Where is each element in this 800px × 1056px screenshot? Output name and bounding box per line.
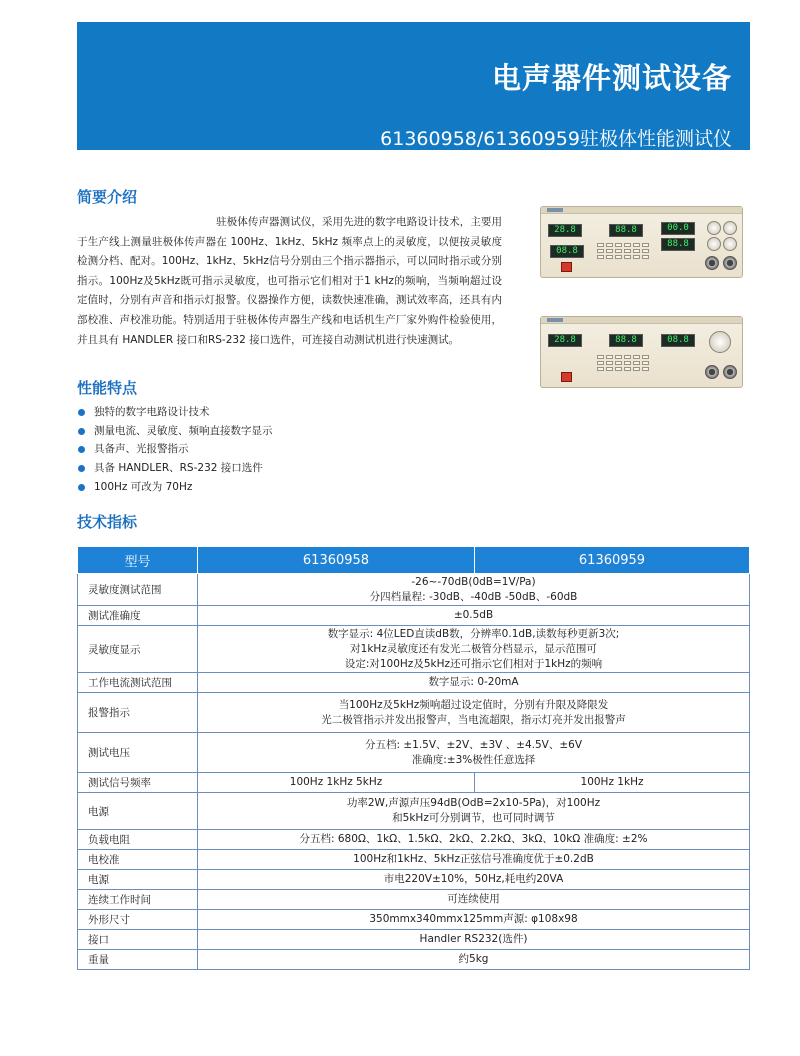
led-display: 88.8 — [661, 238, 695, 251]
feature-list — [77, 403, 273, 496]
bullet-icon — [78, 409, 85, 416]
row-value — [198, 606, 750, 626]
row-value — [198, 574, 750, 606]
row-value: 100Hz 1kHz — [475, 773, 750, 793]
table-row — [78, 870, 750, 890]
row-label: 灵敏度测试范围 — [78, 574, 198, 606]
table-row — [78, 910, 750, 930]
column-header-model: 型号 — [78, 547, 198, 574]
table-row — [78, 574, 750, 606]
value-line: 分四档量程: -30dB、-40dB -50dB、-60dB — [369, 590, 578, 603]
keypad — [597, 355, 649, 371]
jack — [705, 256, 719, 270]
led-display: 08.8 — [550, 245, 584, 258]
value-line: 和5kHz可分别调节，也可同时调节 — [392, 812, 555, 824]
knob — [707, 221, 721, 235]
row-value — [198, 693, 750, 733]
row-value — [198, 626, 750, 673]
row-label: 测试准确度 — [78, 606, 198, 626]
list-item: 100Hz 可改为 70Hz — [77, 478, 273, 497]
value-line: 100Hz和1kHz、5kHz正弦信号准确度优于±0.2dB — [353, 853, 594, 865]
table-row — [78, 950, 750, 970]
led-display: 00.0 — [661, 222, 695, 235]
brand-logo — [547, 208, 563, 212]
row-value — [198, 950, 750, 970]
table-row — [78, 890, 750, 910]
table-row — [78, 850, 750, 870]
led-display: 88.8 — [609, 334, 643, 347]
row-label: 接口 — [78, 930, 198, 950]
value-line: 可连续使用 — [447, 893, 500, 905]
intro-text: 驻极体传声器测试仪，采用先进的数字电路设计技术，主要用于生产线上测量驻极体传声器在 100Hz、1kHz、5kHz 频率点上的灵敏度，以便按灵敏度检测分档、配对。100Hz、1kHz、5kHz信号分别由三个指示器指示，可以同时指示或分别指示。100Hz及5kHz既可指示灵敏度，也可指示它们相对于1 kHz的频响，当频响超过设定值时，分别有声音和指示灯报警。仪器操作方便，读数快速准确，测试效率高，还具有内部校准、声校准功能。特别适用于驻极体传声器生产线和电话机生产厂家外购件检验使用，并且具有 HANDLER 接口和RS-232 接口选件，可连接自动测试机进行快速测试。 — [77, 216, 502, 346]
table-header-row — [78, 547, 750, 574]
value-line: -26~-70dB(0dB=1V/Pa) — [411, 575, 536, 588]
row-value: 100Hz 1kHz 5kHz — [198, 773, 475, 793]
row-label: 电源 — [78, 793, 198, 830]
table-row — [78, 606, 750, 626]
value-line: 350mmx340mmx125mm声源: φ108x98 — [369, 913, 578, 925]
value-line: 设定:对100Hz及5kHz还可指示它们相对于1kHz的频响 — [344, 657, 603, 670]
device-photo-61360958 — [540, 206, 743, 278]
value-line: 光二极管指示并发出报警声，当电流超限，指示灯亮并发出报警声 — [321, 713, 626, 726]
page-title: 电声器件测试设备 — [491, 61, 732, 95]
table-row — [78, 773, 750, 793]
intro-heading: 简要介绍 — [77, 188, 138, 206]
list-item: 独特的数字电路设计技术 — [77, 403, 273, 422]
row-value — [198, 830, 750, 850]
value-line: 数字显示: 0-20mA — [428, 676, 519, 688]
led-display: 88.8 — [609, 224, 643, 237]
value-line: 分五档: ±1.5V、±2V、±3V 、±4.5V、±6V — [364, 738, 583, 751]
table-row — [78, 673, 750, 693]
knob — [709, 331, 731, 353]
row-value — [198, 733, 750, 773]
knob — [723, 237, 737, 251]
table-row — [78, 733, 750, 773]
row-label: 灵敏度显示 — [78, 626, 198, 673]
row-label: 电源 — [78, 870, 198, 890]
spec-table — [77, 546, 750, 970]
table-row — [78, 830, 750, 850]
bullet-icon — [78, 428, 85, 435]
row-value — [198, 870, 750, 890]
list-item: 具备 HANDLER、RS-232 接口选件 — [77, 459, 273, 478]
value-line: 约5kg — [458, 953, 489, 965]
led-display: 08.8 — [661, 334, 695, 347]
table-row — [78, 626, 750, 673]
row-label: 电校准 — [78, 850, 198, 870]
row-value — [198, 850, 750, 870]
row-value — [198, 910, 750, 930]
page-subtitle: 61360958/61360959驻极体性能测试仪 — [380, 128, 732, 150]
bullet-icon — [78, 446, 85, 453]
value-line: 准确度:±3%极性任意选择 — [411, 753, 536, 766]
knob — [707, 237, 721, 251]
value-line: 当100Hz及5kHz频响超过设定值时，分别有升限及降限发 — [338, 698, 609, 711]
row-label: 负载电阻 — [78, 830, 198, 850]
table-row — [78, 693, 750, 733]
value-line: 数字显示: 4位LED直读dB数，分辨率0.1dB,读数每秒更新3次; — [327, 627, 620, 640]
row-label: 报警指示 — [78, 693, 198, 733]
row-value — [198, 930, 750, 950]
value-line: Handler RS232(选件) — [419, 933, 528, 945]
value-line: 功率2W,声源声压94dB(OdB=2x10-5Pa)，对100Hz — [346, 797, 601, 809]
led-display: 28.8 — [548, 224, 582, 237]
jack — [705, 365, 719, 379]
row-value — [198, 890, 750, 910]
led-display: 28.8 — [548, 334, 582, 347]
value-line: 市电220V±10%，50Hz,耗电约20VA — [383, 873, 564, 885]
list-item: 具备声、光报警指示 — [77, 440, 273, 459]
table-row — [78, 793, 750, 830]
column-header-61360958: 61360958 — [198, 547, 475, 574]
brand-logo — [547, 318, 563, 322]
keypad — [597, 243, 649, 259]
table-row — [78, 930, 750, 950]
list-item: 测量电流、灵敏度、频响直接数字显示 — [77, 422, 273, 441]
row-value — [198, 673, 750, 693]
jack — [723, 256, 737, 270]
features-heading: 性能特点 — [77, 379, 138, 397]
column-header-61360959: 61360959 — [475, 547, 750, 574]
value-line: ±0.5dB — [453, 609, 494, 621]
jack — [723, 365, 737, 379]
header-banner — [77, 22, 750, 150]
row-label: 测试信号频率 — [78, 773, 198, 793]
knob — [723, 221, 737, 235]
row-label: 外形尺寸 — [78, 910, 198, 930]
value-line: 对1kHz灵敏度还有发光二极管分档显示，显示范围可 — [350, 642, 597, 655]
row-label: 连续工作时间 — [78, 890, 198, 910]
row-label: 重量 — [78, 950, 198, 970]
row-label: 工作电流测试范围 — [78, 673, 198, 693]
device-photo-61360959 — [540, 316, 743, 388]
bullet-icon — [78, 465, 85, 472]
row-label: 测试电压 — [78, 733, 198, 773]
power-switch — [561, 372, 572, 382]
row-value — [198, 793, 750, 830]
specs-heading: 技术指标 — [77, 513, 138, 531]
power-switch — [561, 262, 572, 272]
bullet-icon — [78, 484, 85, 491]
intro-paragraph — [77, 213, 502, 350]
value-line: 分五档: 680Ω、1kΩ、1.5kΩ、2kΩ、2.2kΩ、3kΩ、10kΩ 准确度: ±2% — [299, 833, 648, 845]
